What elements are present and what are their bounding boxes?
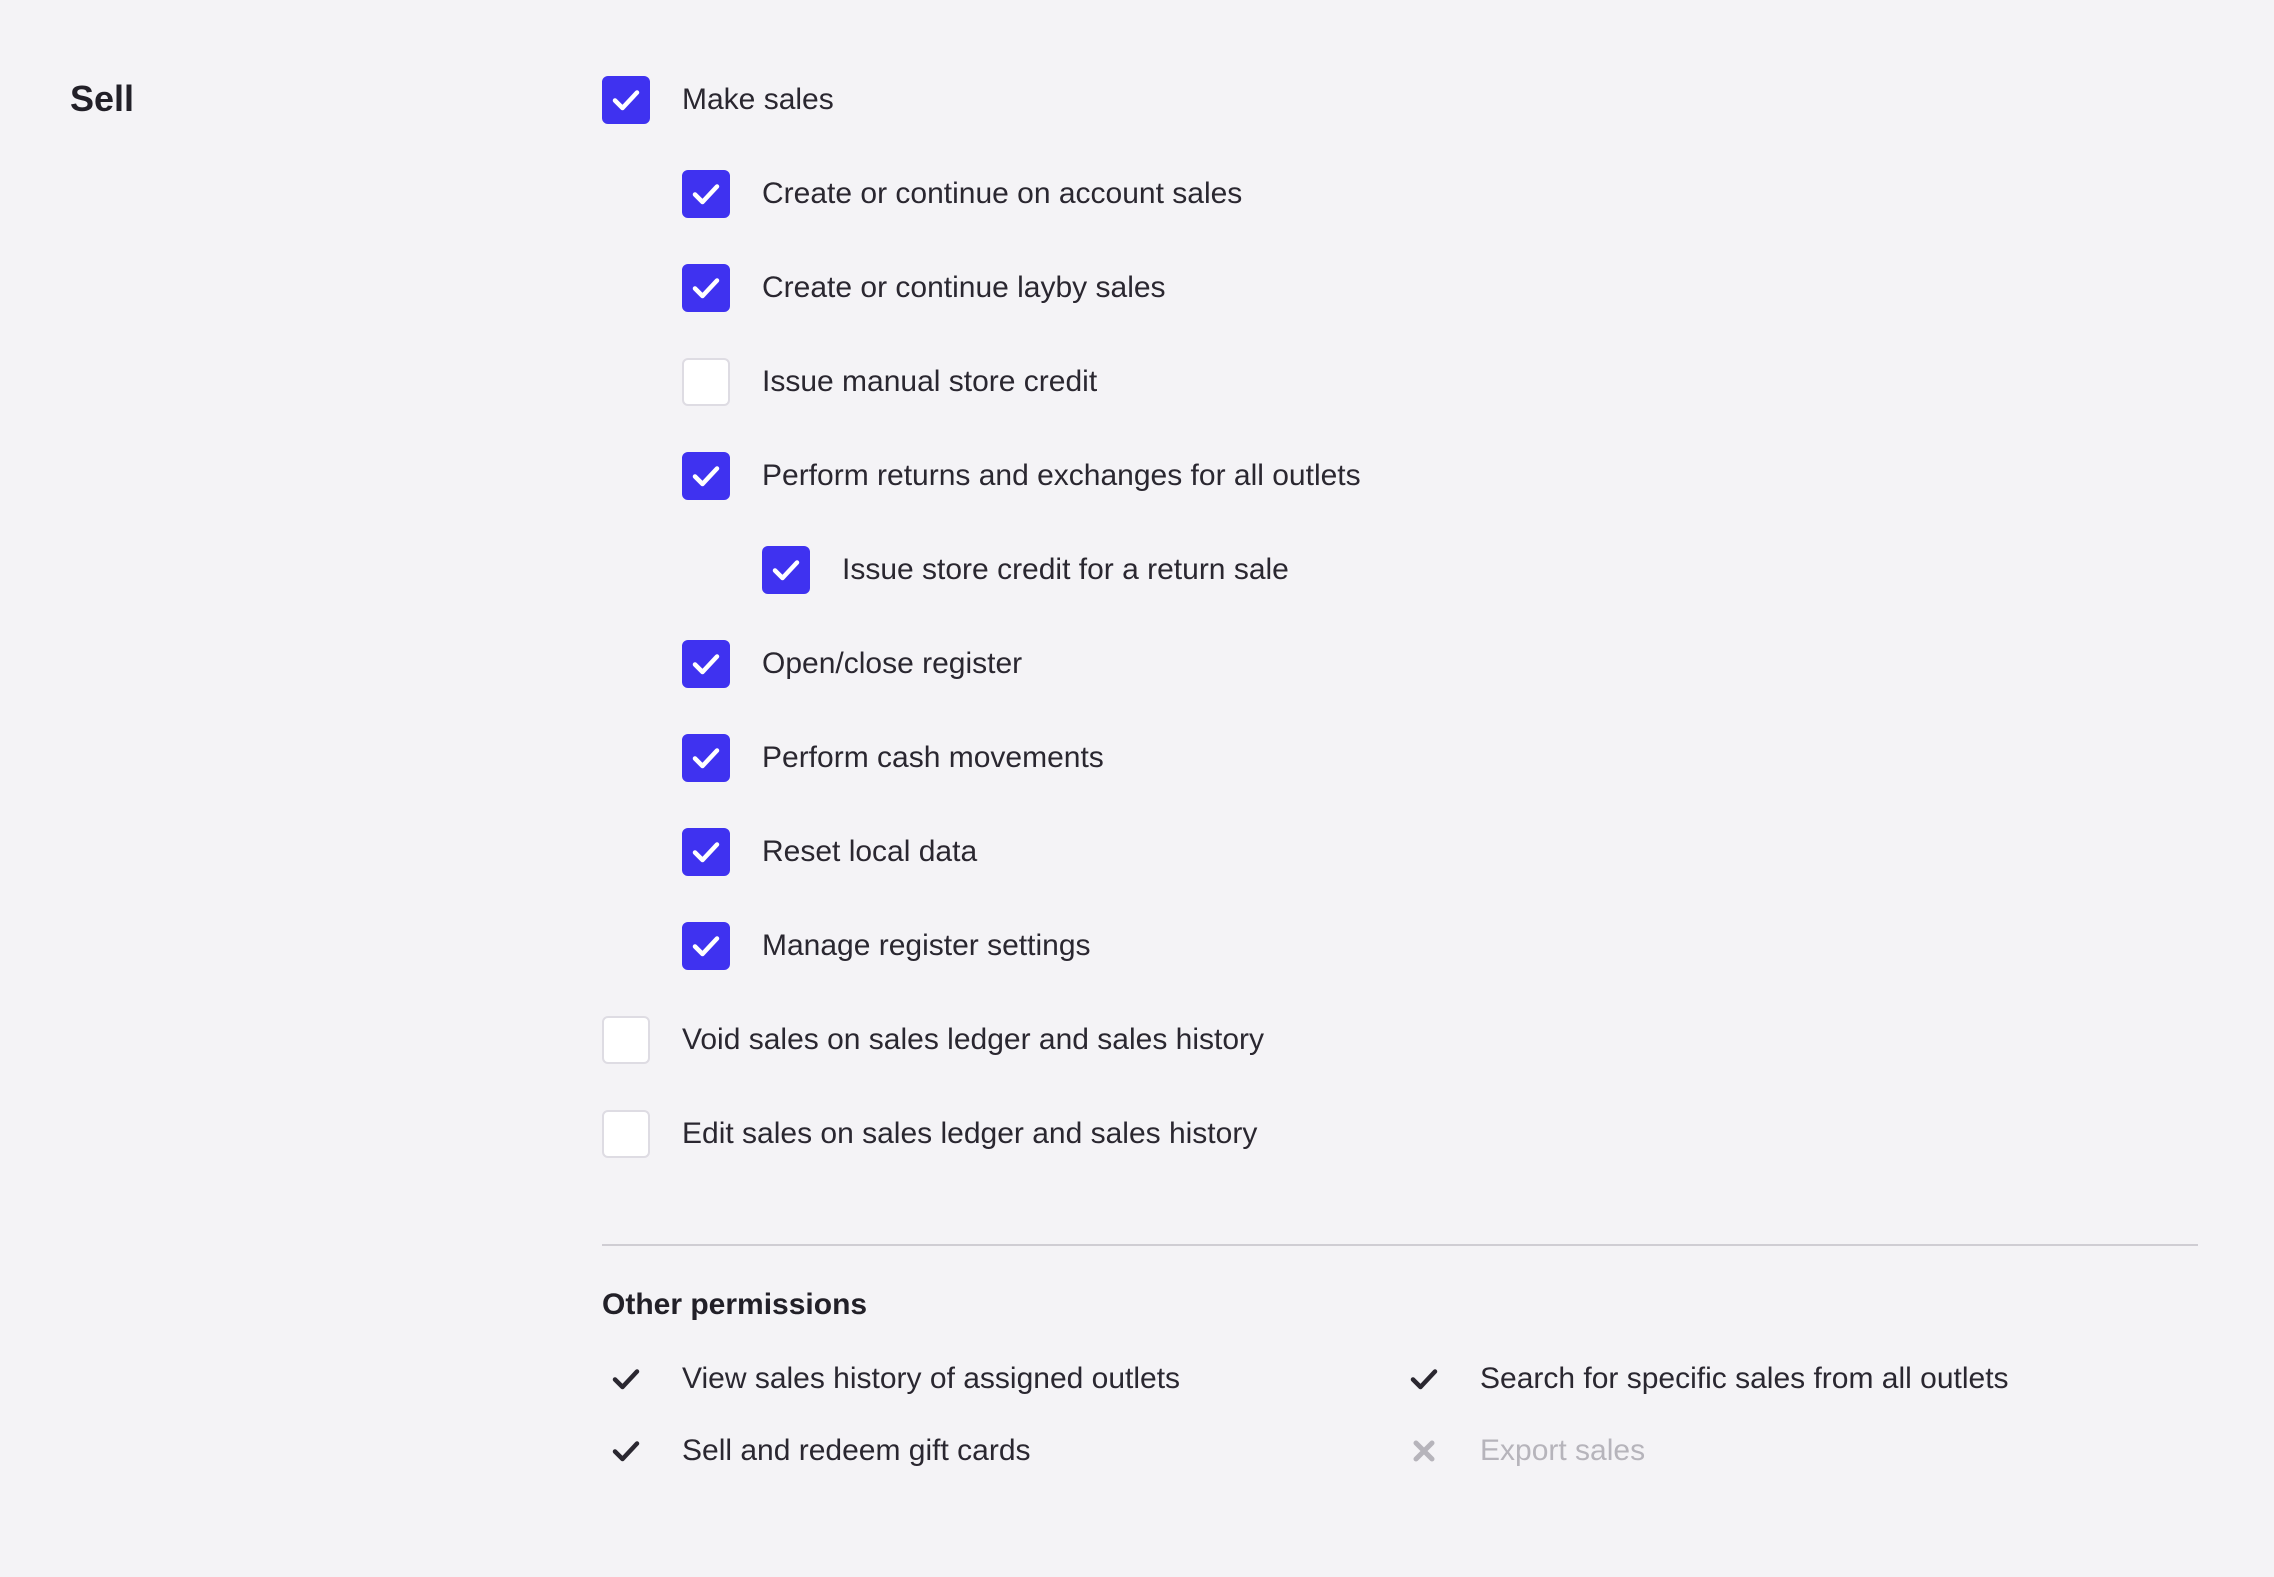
void-sales-label: Void sales on sales ledger and sales history	[682, 1023, 1265, 1056]
permission-row-register-settings[interactable]	[602, 922, 2202, 970]
cash-movements-label: Perform cash movements	[762, 741, 1104, 774]
section-title: Sell	[70, 78, 135, 119]
checkmark-icon	[690, 272, 722, 304]
open-close-register-label: Open/close register	[762, 647, 1023, 680]
return-store-credit-label: Issue store credit for a return sale	[842, 553, 1289, 586]
other-permission-gift-cards	[602, 1430, 1400, 1472]
check-icon	[602, 1358, 650, 1400]
permission-row-account-sales[interactable]	[602, 170, 2202, 218]
view-sales-history-label: View sales history of assigned outlets	[682, 1362, 1181, 1395]
edit-sales-label: Edit sales on sales ledger and sales history	[682, 1117, 1258, 1150]
other-permissions-grid	[602, 1358, 2198, 1472]
checkmark-icon	[770, 554, 802, 586]
other-permissions-title: Other permissions	[602, 1288, 868, 1321]
search-sales-label: Search for specific sales from all outlets	[1480, 1362, 2009, 1395]
void-sales-checkbox[interactable]	[602, 1016, 650, 1064]
permission-row-make-sales[interactable]	[602, 76, 2202, 124]
register-settings-checkbox[interactable]	[682, 922, 730, 970]
manual-store-credit-label: Issue manual store credit	[762, 365, 1098, 398]
export-sales-label: Export sales	[1480, 1434, 1646, 1467]
checkmark-icon	[690, 930, 722, 962]
check-icon	[602, 1430, 650, 1472]
account-sales-checkbox[interactable]	[682, 170, 730, 218]
checkmark-icon	[690, 178, 722, 210]
permission-list	[602, 76, 2202, 1204]
permission-row-returns-exchanges[interactable]	[602, 452, 2202, 500]
divider	[602, 1244, 2198, 1246]
permission-row-cash-movements[interactable]	[602, 734, 2202, 782]
checkmark-icon	[610, 84, 642, 116]
checkmark-icon	[690, 648, 722, 680]
permission-row-manual-store-credit[interactable]	[602, 358, 2202, 406]
checkmark-icon	[690, 460, 722, 492]
manual-store-credit-checkbox[interactable]	[682, 358, 730, 406]
permission-row-return-store-credit[interactable]	[602, 546, 2202, 594]
permission-row-layby-sales[interactable]	[602, 264, 2202, 312]
permission-row-void-sales[interactable]	[602, 1016, 2202, 1064]
returns-exchanges-label: Perform returns and exchanges for all outlets	[762, 459, 1361, 492]
reset-local-data-label: Reset local data	[762, 835, 978, 868]
reset-local-data-checkbox[interactable]	[682, 828, 730, 876]
other-permission-search-sales	[1400, 1358, 2198, 1400]
permission-row-edit-sales[interactable]	[602, 1110, 2202, 1158]
cross-icon	[1400, 1430, 1448, 1472]
cash-movements-checkbox[interactable]	[682, 734, 730, 782]
make-sales-checkbox[interactable]	[602, 76, 650, 124]
layby-sales-label: Create or continue layby sales	[762, 271, 1166, 304]
open-close-register-checkbox[interactable]	[682, 640, 730, 688]
edit-sales-checkbox[interactable]	[602, 1110, 650, 1158]
make-sales-label: Make sales	[682, 83, 834, 116]
returns-exchanges-checkbox[interactable]	[682, 452, 730, 500]
register-settings-label: Manage register settings	[762, 929, 1091, 962]
account-sales-label: Create or continue on account sales	[762, 177, 1243, 210]
return-store-credit-checkbox[interactable]	[762, 546, 810, 594]
check-icon	[1400, 1358, 1448, 1400]
checkmark-icon	[690, 742, 722, 774]
other-permission-export-sales	[1400, 1430, 2198, 1472]
checkmark-icon	[690, 836, 722, 868]
layby-sales-checkbox[interactable]	[682, 264, 730, 312]
other-permission-view-sales-history	[602, 1358, 1400, 1400]
permission-row-open-close-register[interactable]	[602, 640, 2202, 688]
gift-cards-label: Sell and redeem gift cards	[682, 1434, 1031, 1467]
permission-row-reset-local-data[interactable]	[602, 828, 2202, 876]
